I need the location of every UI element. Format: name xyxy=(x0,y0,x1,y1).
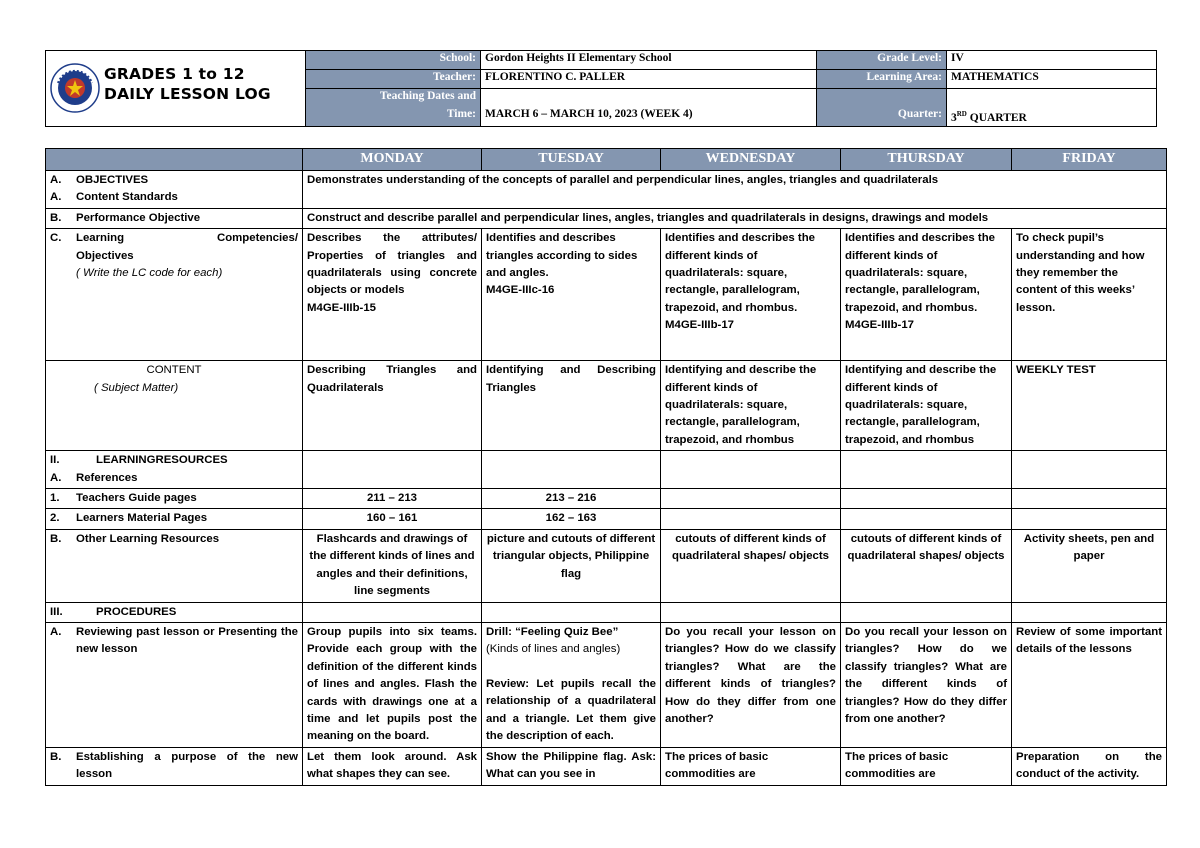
procedures-monday xyxy=(303,602,482,622)
teacher-value: FLORENTINO C. PALLER xyxy=(481,70,817,89)
learning-resources-label-cell xyxy=(46,451,303,489)
performance-value: Construct and describe parallel and perpendicular lines, angles, triangles and quadrilaterals in designs, drawings and models xyxy=(303,208,1167,228)
other-resources-label: Other Learning Resources xyxy=(76,532,220,545)
competencies-wednesday-text: Identifies and describes the different kinds of quadrilaterals: square, rectangle, parallelogram, trapezoid, and rhombus. xyxy=(665,232,816,314)
quarter-label: Quarter: xyxy=(817,107,947,126)
quarter-value-spacer xyxy=(947,89,1157,108)
teachers-guide-monday: 211 – 213 xyxy=(303,489,482,509)
purpose-monday: Let them look around. Ask what shapes they can see. xyxy=(303,747,482,785)
review-tuesday-drill-sub: (Kinds of lines and angles) xyxy=(486,643,621,656)
review-tuesday xyxy=(482,622,661,747)
content-tuesday: Identifying and Describing Triangles xyxy=(482,361,661,451)
teaching-dates-value: MARCH 6 – MARCH 10, 2023 (WEEK 4) xyxy=(481,107,817,126)
learning-area-value: MATHEMATICS xyxy=(947,70,1157,89)
performance-label-cell xyxy=(46,208,303,228)
learners-material-wednesday xyxy=(661,509,841,529)
procedures-label: PROCEDURES xyxy=(96,605,177,618)
other-resources-tuesday: picture and cutouts of different triangular objects, Philippine flag xyxy=(482,529,661,602)
quarter-value xyxy=(947,107,1157,126)
competencies-wednesday-code: M4GE-IIIb-17 xyxy=(665,319,734,332)
performance-label: Performance Objective xyxy=(76,211,201,224)
deped-seal-icon xyxy=(50,63,100,113)
teachers-guide-wednesday xyxy=(661,489,841,509)
lesson-log-table xyxy=(45,148,1167,786)
review-friday: Review of some important details of the lessons xyxy=(1012,622,1167,747)
other-resources-thursday: cutouts of different kinds of quadrilateral shapes/ objects xyxy=(841,529,1012,602)
teaching-dates-spacer xyxy=(481,89,817,108)
other-resources-num: B. xyxy=(50,532,62,545)
page-title xyxy=(104,64,271,104)
day-header-monday: MONDAY xyxy=(303,149,482,171)
teachers-guide-friday xyxy=(1012,489,1167,509)
school-value: Gordon Heights II Elementary School xyxy=(481,51,817,70)
day-header-wednesday: WEDNESDAY xyxy=(661,149,841,171)
content-standards-value: Demonstrates understanding of the concepts of parallel and perpendicular lines, angles, triangles and quadrilaterals xyxy=(303,171,1167,209)
procedures-label-cell xyxy=(46,602,303,622)
header-table xyxy=(45,50,1157,127)
competencies-label-2: Objectives xyxy=(76,249,134,262)
procedures-row xyxy=(46,602,1167,622)
day-header-thursday: THURSDAY xyxy=(841,149,1012,171)
competencies-label-3: ( Write the LC code for each) xyxy=(76,267,223,280)
other-resources-friday: Activity sheets, pen and paper xyxy=(1012,529,1167,602)
learning-resources-row xyxy=(46,451,1167,489)
teacher-label: Teacher: xyxy=(306,70,481,89)
review-label: Reviewing past lesson or Presenting the new lesson xyxy=(76,625,298,656)
content-row xyxy=(46,361,1167,451)
purpose-tuesday: Show the Philippine flag. Ask: What can you see in xyxy=(482,747,661,785)
procedures-friday xyxy=(1012,602,1167,622)
content-label: CONTENT xyxy=(146,364,202,377)
objectives-num: A. xyxy=(50,174,62,186)
objectives-label: OBJECTIVES xyxy=(76,174,149,186)
competencies-num: C. xyxy=(50,232,62,245)
content-sublabel: ( Subject Matter) xyxy=(94,381,179,394)
review-wednesday: Do you recall your lesson on triangles? How do we classify triangles? What are the different kinds of triangles? How do they differ from one another? xyxy=(661,622,841,747)
performance-row xyxy=(46,208,1167,228)
purpose-friday: Preparation on the conduct of the activity. xyxy=(1012,747,1167,785)
competencies-label-cell xyxy=(46,229,303,361)
learning-resources-tuesday xyxy=(482,451,661,489)
other-resources-row xyxy=(46,529,1167,602)
day-header-tuesday: TUESDAY xyxy=(482,149,661,171)
learners-material-monday: 160 – 161 xyxy=(303,509,482,529)
learners-material-label-cell xyxy=(46,509,303,529)
learners-material-label: Learners Material Pages xyxy=(76,512,208,525)
competencies-tuesday-text: Identifies and describes triangles according to sides and angles. xyxy=(486,232,638,280)
competencies-thursday-text: Identifies and describes the different kinds of quadrilaterals: square, rectangle, parallelogram, trapezoid, and rhombus. xyxy=(845,232,996,314)
procedures-tuesday xyxy=(482,602,661,622)
header-logo-cell xyxy=(46,51,306,127)
competencies-wednesday xyxy=(661,229,841,361)
teachers-guide-num: 1. xyxy=(50,492,60,505)
other-resources-monday: Flashcards and drawings of the different kinds of lines and angles and their definitions, line segments xyxy=(303,529,482,602)
teaching-dates-label-1: Teaching Dates and xyxy=(306,89,481,108)
references-num: A. xyxy=(50,471,62,484)
quarter-number: 3 xyxy=(951,111,957,124)
objectives-label-cell xyxy=(46,171,303,209)
day-header-blank xyxy=(46,149,303,171)
quarter-superscript: RD xyxy=(956,110,967,118)
review-num: A. xyxy=(50,625,62,638)
competencies-row xyxy=(46,229,1167,361)
purpose-thursday: The prices of basic commodities are xyxy=(841,747,1012,785)
teaching-dates-label-2: Time: xyxy=(306,107,481,126)
competencies-monday xyxy=(303,229,482,361)
other-resources-label-cell xyxy=(46,529,303,602)
content-standards-num: A. xyxy=(50,191,62,204)
competencies-friday: To check pupil’s understanding and how they remember the content of this weeks’ lesson. xyxy=(1012,229,1167,361)
content-standards-label: Content Standards xyxy=(76,191,178,204)
procedures-num: III. xyxy=(50,605,63,618)
objectives-row xyxy=(46,171,1167,209)
purpose-num: B. xyxy=(50,750,62,763)
learning-resources-num: II. xyxy=(50,454,60,467)
content-monday: Describing Triangles and Quadrilaterals xyxy=(303,361,482,451)
teachers-guide-label-cell xyxy=(46,489,303,509)
teachers-guide-thursday xyxy=(841,489,1012,509)
learning-resources-friday xyxy=(1012,451,1167,489)
purpose-label-cell xyxy=(46,747,303,785)
grade-level-value: IV xyxy=(947,51,1157,70)
competencies-thursday-code: M4GE-IIIb-17 xyxy=(845,319,914,332)
quarter-label-spacer xyxy=(817,89,947,108)
school-label: School: xyxy=(306,51,481,70)
day-header-row xyxy=(46,149,1167,171)
purpose-wednesday: The prices of basic commodities are xyxy=(661,747,841,785)
learning-resources-thursday xyxy=(841,451,1012,489)
competencies-label-1: Learning Competencies/ xyxy=(76,232,298,245)
learning-resources-wednesday xyxy=(661,451,841,489)
performance-num: B. xyxy=(50,211,62,224)
content-thursday: Identifying and describe the different kinds of quadrilaterals: square, rectangle, parallelogram, trapezoid, and rhombus xyxy=(841,361,1012,451)
content-label-cell xyxy=(46,361,303,451)
review-tuesday-review: Review: Let pupils recall the relationship of a quadrilateral and a triangle. Let them give the description of each. xyxy=(486,677,656,742)
procedures-thursday xyxy=(841,602,1012,622)
day-header-friday: FRIDAY xyxy=(1012,149,1167,171)
competencies-tuesday-code: M4GE-IIIc-16 xyxy=(486,284,555,297)
competencies-monday-code: M4GE-IIIb-15 xyxy=(307,301,376,314)
review-monday: Group pupils into six teams. Provide each group with the definition of the different kinds of lines and angles. Flash the cards with drawings one at a time and let pupils post the meaning on the board. xyxy=(303,622,482,747)
references-label: References xyxy=(76,471,138,484)
grade-level-label: Grade Level: xyxy=(817,51,947,70)
quarter-text: QUARTER xyxy=(966,111,1027,124)
learners-material-tuesday: 162 – 163 xyxy=(482,509,661,529)
other-resources-wednesday: cutouts of different kinds of quadrilateral shapes/ objects xyxy=(661,529,841,602)
teachers-guide-row xyxy=(46,489,1167,509)
learners-material-thursday xyxy=(841,509,1012,529)
procedures-wednesday xyxy=(661,602,841,622)
learning-area-label: Learning Area: xyxy=(817,70,947,89)
teachers-guide-label: Teachers Guide pages xyxy=(76,492,197,505)
review-label-cell xyxy=(46,622,303,747)
learners-material-friday xyxy=(1012,509,1167,529)
learners-material-num: 2. xyxy=(50,512,60,525)
learning-resources-label: LEARNINGRESOURCES xyxy=(96,454,228,467)
title-line-2: DAILY LESSON LOG xyxy=(104,85,271,104)
content-friday: WEEKLY TEST xyxy=(1012,361,1167,451)
purpose-row xyxy=(46,747,1167,785)
competencies-tuesday xyxy=(482,229,661,361)
learning-resources-monday xyxy=(303,451,482,489)
review-tuesday-drill: Drill: “Feeling Quiz Bee” xyxy=(486,625,619,638)
competencies-thursday xyxy=(841,229,1012,361)
teachers-guide-tuesday: 213 – 216 xyxy=(482,489,661,509)
competencies-monday-text: Describes the attributes/ Properties of triangles and quadrilaterals using concrete objects or models xyxy=(307,232,477,297)
review-thursday: Do you recall your lesson on triangles? How do we classify triangles? What are the different kinds of triangles? How do they differ from one another? xyxy=(841,622,1012,747)
learners-material-row xyxy=(46,509,1167,529)
review-row xyxy=(46,622,1167,747)
title-line-1: GRADES 1 to 12 xyxy=(104,65,245,84)
content-wednesday: Identifying and describe the different kinds of quadrilaterals: square, rectangle, parallelogram, trapezoid, and rhombus xyxy=(661,361,841,451)
purpose-label: Establishing a purpose of the new lesson xyxy=(76,750,298,781)
